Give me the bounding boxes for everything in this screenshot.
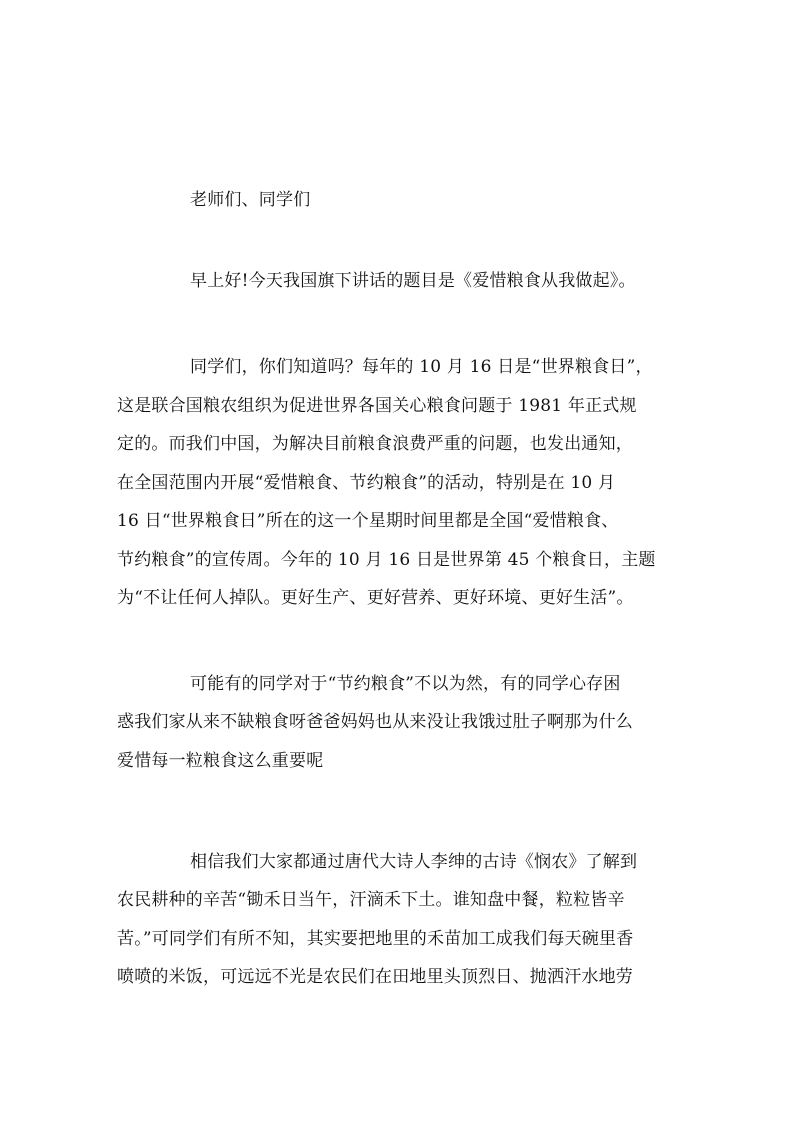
paragraph-4-line-4: 喷喷的米饭，可远远不光是农民们在田地里头顶烈日、抛洒汗水地劳 — [117, 967, 633, 987]
paragraph-3-line-1: 可能有的同学对于“节约粮食”不以为然，有的同学心存困 — [190, 674, 621, 694]
paragraph-2-line-5: 16 日“世界粮食日”所在的这一个星期时间里都是全国“爱惜粮食、 — [117, 511, 619, 531]
paragraph-3-line-3: 爱惜每一粒粮食这么重要呢 — [117, 751, 324, 771]
paragraph-1-line-1: 早上好!今天我国旗下讲话的题目是《爱惜粮食从我做起》。 — [190, 271, 636, 291]
paragraph-2-line-3: 定的。而我们中国，为解决目前粮食浪费严重的问题，也发出通知， — [117, 434, 633, 454]
salutation: 老师们、同学们 — [190, 190, 311, 210]
paragraph-2-line-4: 在全国范围内开展“爱惜粮食、节约粮食”的活动，特别是在 10 月 — [117, 473, 616, 493]
paragraph-3-line-2: 惑我们家从来不缺粮食呀爸爸妈妈也从来没让我饿过肚子啊那为什么 — [117, 712, 633, 732]
paragraph-2-line-1: 同学们，你们知道吗？每年的 10 月 16 日是“世界粮食日”， — [190, 357, 653, 377]
paragraph-4-line-1: 相信我们大家都通过唐代大诗人李绅的古诗《悯农》了解到 — [190, 852, 638, 872]
paragraph-2-line-2: 这是联合国粮农组织为促进世界各国关心粮食问题于 1981 年正式规 — [117, 396, 637, 416]
paragraph-4-line-2: 农民耕种的辛苦“锄禾日当午，汗滴禾下土。谁知盘中餐，粒粒皆辛 — [117, 890, 625, 910]
paragraph-4-line-3: 苦。”可同学们有所不知，其实要把地里的禾苗加工成我们每天碗里香 — [117, 929, 634, 949]
paragraph-2-line-7: 为“不让任何人掉队。更好生产、更好营养、更好环境、更好生活”。 — [117, 588, 634, 608]
paragraph-2-line-6: 节约粮食”的宣传周。今年的 10 月 16 日是世界第 45 个粮食日，主题 — [117, 550, 656, 570]
